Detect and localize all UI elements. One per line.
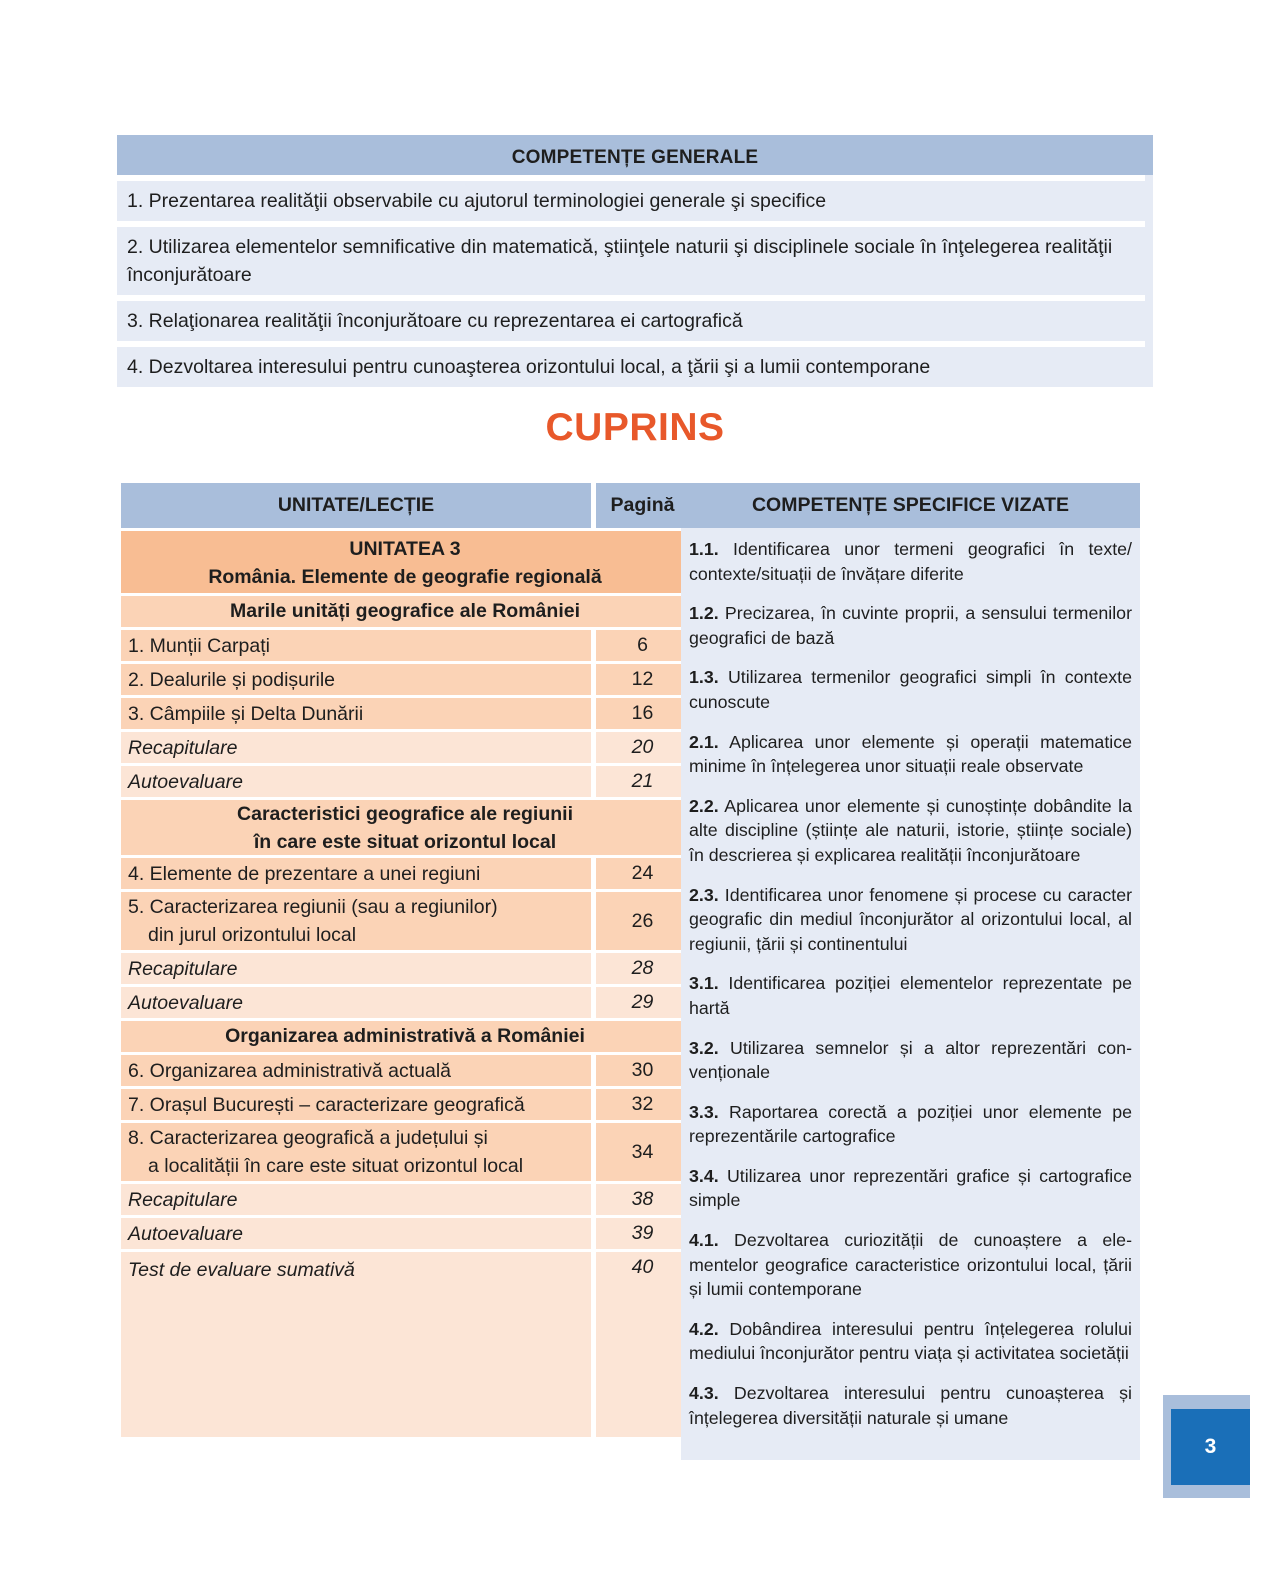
- table-row[interactable]: [121, 987, 689, 1018]
- page-number-tab: [1163, 1395, 1250, 1498]
- competence-text: Dobândirea interesului pentru înțelegerea rolului mediului înconjurător pentru viața și activitatea societății: [689, 1318, 1132, 1364]
- page-number: 29: [596, 987, 689, 1018]
- page-number: 34: [596, 1123, 689, 1181]
- lesson-title: 1. Munții Carpați: [121, 630, 591, 661]
- table-row[interactable]: [121, 892, 689, 950]
- competence-code: 3.3.: [689, 1101, 719, 1122]
- competence-item: [689, 665, 1132, 714]
- lesson-title: 4. Elemente de prezentare a unei regiuni: [121, 858, 591, 889]
- table-row[interactable]: [121, 630, 689, 661]
- competence-code: 3.2.: [689, 1037, 719, 1058]
- table-row[interactable]: [121, 1089, 689, 1120]
- general-competence-item: 3. Relaţionarea realităţii înconjurătoare cu reprezentarea ei cartografică: [117, 295, 1145, 341]
- competence-text: Identificarea poziției elementelor reprezentate pe hartă: [689, 973, 1132, 1018]
- competence-code: 4.1.: [689, 1230, 719, 1251]
- page-number: 26: [596, 892, 689, 950]
- lesson-title-line: 5. Caracterizarea regiunii (sau a regiunilor): [128, 896, 498, 918]
- table-row[interactable]: [121, 1184, 689, 1215]
- competence-item: [689, 971, 1132, 1020]
- specific-competences-list: [681, 528, 1140, 1430]
- page-number: 32: [596, 1089, 689, 1120]
- page-number: 16: [596, 698, 689, 729]
- lesson-title: 3. Câmpiile și Delta Dunării: [121, 698, 591, 729]
- competence-text: Utilizarea unor reprezentări grafice și cartografice simple: [689, 1165, 1132, 1211]
- contents-table: [121, 483, 689, 1437]
- contents-table-header: [121, 483, 689, 528]
- competence-code: 2.3.: [689, 884, 719, 905]
- general-competence-item: 4. Dezvoltarea interesului pentru cunoaşterea orizontului local, a ţării şi a lumii contemporane: [117, 341, 1145, 387]
- competence-text: Precizarea, în cuvinte proprii, a sensului termenilor geografici de bază: [689, 603, 1132, 648]
- section-heading: Organizarea administrativă a României: [121, 1021, 689, 1052]
- competence-item: [689, 537, 1132, 586]
- table-row[interactable]: [121, 1218, 689, 1249]
- review-title: Autoevaluare: [121, 987, 591, 1018]
- lesson-title-line: a localității în care este situat orizontul local: [148, 1155, 524, 1177]
- review-title: Recapitulare: [121, 732, 591, 763]
- review-title: Recapitulare: [121, 953, 591, 984]
- section-heading: Marile unități geografice ale României: [121, 596, 689, 627]
- contents-title: CUPRINS: [545, 406, 725, 449]
- competence-text: Raportarea corectă a poziției unor elemente pe reprezentările cartografice: [689, 1101, 1132, 1147]
- page-number: 39: [596, 1218, 689, 1249]
- table-row[interactable]: [121, 1123, 689, 1181]
- competence-code: 3.4.: [689, 1165, 719, 1186]
- competence-text: Utilizarea termenilor geografici simpli în contexte cunoscute: [689, 667, 1132, 712]
- table-row[interactable]: [121, 732, 689, 763]
- page-number: 12: [596, 664, 689, 695]
- table-row[interactable]: [121, 1055, 689, 1086]
- page-number: 24: [596, 858, 689, 889]
- competence-item: [689, 1317, 1132, 1366]
- general-competences-title: COMPETENȚE GENERALE: [117, 135, 1153, 175]
- review-title: Recapitulare: [121, 1184, 591, 1215]
- table-row-final-test[interactable]: [121, 1252, 689, 1437]
- table-row[interactable]: [121, 664, 689, 695]
- page-number: 40: [596, 1252, 689, 1437]
- unit-heading: [121, 531, 689, 593]
- competence-text: Identificarea unor fenomene și procese cu caracter geografic din mediul înconjurător al orizontului local, al regiunii, țării și continentului: [689, 884, 1133, 954]
- page-number: 21: [596, 766, 689, 797]
- competence-code: 2.1.: [689, 731, 719, 752]
- section-heading: [121, 800, 689, 855]
- competence-text: Aplicarea unor elemente și operații matematice minime în înțelegerea unor situații reale observate: [689, 731, 1132, 777]
- lesson-title: 6. Organizarea administrativă actuală: [121, 1055, 591, 1086]
- competence-item: [689, 1164, 1132, 1213]
- competence-code: 1.3.: [689, 667, 719, 688]
- review-title: Autoevaluare: [121, 766, 591, 797]
- lesson-title-line: 8. Caracterizarea geografică a județului și: [128, 1127, 488, 1149]
- competence-text: Dezvoltarea interesului pentru cunoașterea și înțelegerea diversității naturale și umane: [689, 1383, 1132, 1428]
- lesson-title: [121, 1123, 591, 1181]
- competence-text: Utilizarea semnelor și a altor reprezentări convenționale: [689, 1037, 1132, 1083]
- lesson-title: [121, 892, 591, 950]
- competence-code: 2.2.: [689, 795, 719, 816]
- page-number: 20: [596, 732, 689, 763]
- section-heading-line: Caracteristici geografice ale regiunii: [237, 803, 573, 825]
- table-row[interactable]: [121, 858, 689, 889]
- table-row[interactable]: [121, 766, 689, 797]
- page-number: 6: [596, 630, 689, 661]
- page-number: 30: [596, 1055, 689, 1086]
- general-competence-item: 2. Utilizarea elementelor semnificative din matematică, ştiinţele naturii şi disciplinele sociale în înţelegerea realităţii înconjurătoare: [117, 221, 1145, 295]
- competence-code: 1.1.: [689, 539, 719, 559]
- final-test-title: Test de evaluare sumativă: [121, 1252, 591, 1437]
- competence-code: 1.2.: [689, 603, 719, 624]
- unit-number: UNITATEA 3: [349, 538, 461, 560]
- table-row[interactable]: [121, 953, 689, 984]
- unit-title: România. Elemente de geografie regională: [208, 566, 602, 588]
- page-number-label: 3: [1171, 1409, 1250, 1485]
- competence-item: [689, 1381, 1132, 1430]
- lesson-title: 7. Orașul București – caracterizare geografică: [121, 1089, 591, 1120]
- general-competence-item: 1. Prezentarea realităţii observabile cu ajutorul terminologiei generale şi specifice: [117, 175, 1145, 221]
- specific-competences-title: COMPETENȚE SPECIFICE VIZATE: [681, 483, 1140, 528]
- review-title: Autoevaluare: [121, 1218, 591, 1249]
- competence-item: [689, 601, 1132, 650]
- competence-item: [689, 730, 1132, 779]
- column-header-lesson: UNITATE/LECȚIE: [121, 483, 591, 528]
- specific-competences-column: [681, 483, 1140, 1460]
- competence-item: [689, 1228, 1132, 1302]
- competence-code: 4.2.: [689, 1318, 719, 1339]
- competence-text: Dezvoltarea curiozității de cunoaștere a elementelor geografice caracteristice orizontului local, țării și lumii contemporane: [689, 1230, 1132, 1300]
- lesson-title: 2. Dealurile și podișurile: [121, 664, 591, 695]
- competence-item: [689, 1036, 1132, 1085]
- competence-code: 4.3.: [689, 1383, 719, 1404]
- general-competences-box: [117, 135, 1153, 387]
- competence-text: Identificarea unor termeni geografici în texte/ contexte/situații de învățare diferite: [689, 539, 1132, 584]
- page-number: 38: [596, 1184, 689, 1215]
- competence-item: [689, 794, 1132, 868]
- lesson-title-line: din jurul orizontului local: [148, 924, 357, 946]
- section-heading-line: în care este situat orizontul local: [253, 831, 557, 853]
- table-row[interactable]: [121, 698, 689, 729]
- competence-item: [689, 1100, 1132, 1149]
- competence-text: Aplicarea unor elemente și cunoștințe dobândite la alte discipline (științe ale naturii, istorie, științe sociale) în descrierea și explicarea realității înconjurătoare: [689, 795, 1132, 865]
- column-header-page: Pagină: [596, 483, 689, 528]
- page-number: 28: [596, 953, 689, 984]
- competence-item: [689, 883, 1132, 957]
- competence-code: 3.1.: [689, 973, 719, 994]
